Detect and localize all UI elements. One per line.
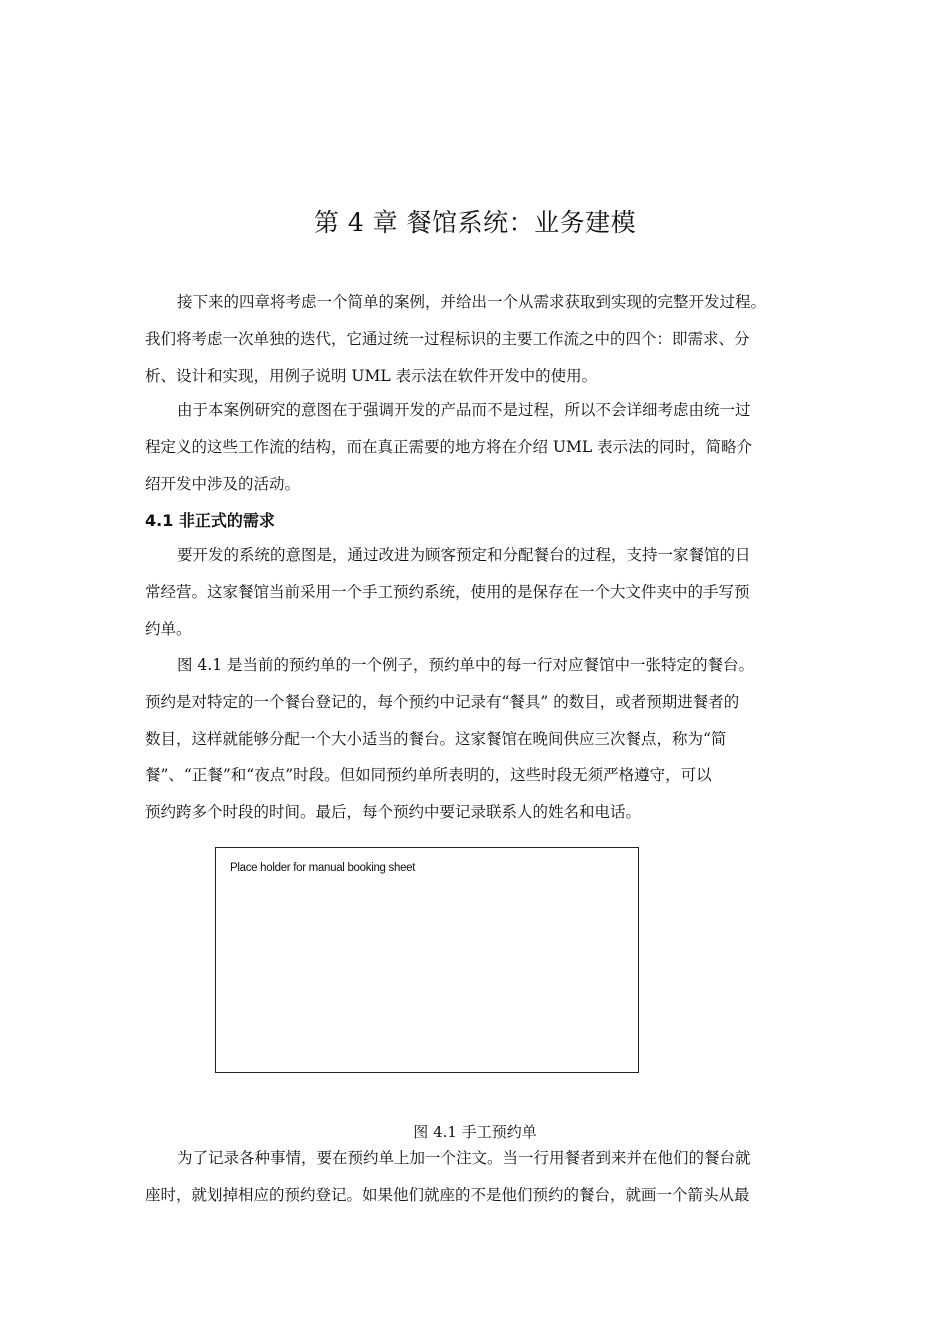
text-line: 预约跨多个时段的时间。最后，每个预约中要记录联系人的姓名和电话。: [145, 803, 642, 822]
text-line: 绍开发中涉及的活动。: [145, 474, 301, 493]
text-line: 为了记录各种事情，要在预约单上加一个注文。当一行用餐者到来并在他们的餐台就: [177, 1149, 751, 1167]
chapter-title: 第 4 章 餐馆系统：业务建模: [313, 208, 637, 237]
section-heading: 4.1 非正式的需求: [145, 511, 275, 530]
text-line: 预约是对特定的一个餐台登记的，每个预约中记录有“餐具” 的数目，或者预期进餐者的: [145, 692, 740, 711]
figure-placeholder-box: [215, 847, 639, 1073]
text-line: 我们将考虑一次单独的迭代，它通过统一过程标识的主要工作流之中的四个：即需求、分: [145, 329, 750, 348]
text-line: 由于本案例研究的意图在于强调开发的产品而不是过程，所以不会详细考虑由统一过: [177, 401, 751, 419]
text-line: 数目，这样就能够分配一个大小适当的餐台。这家餐馆在晚间供应三次餐点，称为“简: [145, 729, 727, 748]
section-paragraph-1: [145, 537, 810, 647]
text-line: 图 4.1 是当前的预约单的一个例子，预约单中的每一行对应餐馆中一张特定的餐台。: [177, 656, 755, 674]
text-line: 程定义的这些工作流的结构，而在真正需要的地方将在介绍 UML 表示法的同时，简略介: [145, 437, 753, 456]
intro-paragraph-2: [145, 392, 810, 502]
figure-caption: 图 4.1 手工预约单: [413, 1123, 537, 1141]
text-line: 接下来的四章将考虑一个简单的案例，并给出一个从需求获取到实现的完整开发过程。: [177, 293, 767, 311]
section-paragraph-3: [145, 1140, 810, 1214]
section-paragraph-2: [145, 647, 810, 831]
text-line: 座时，就划掉相应的预约登记。如果他们就座的不是他们预约的餐台，就画一个箭头从最: [145, 1185, 750, 1204]
text-line: 要开发的系统的意图是，通过改进为顾客预定和分配餐台的过程，支持一家餐馆的日: [177, 546, 751, 564]
text-line: 约单。: [145, 619, 192, 638]
text-line: 常经营。这家餐馆当前采用一个手工预约系统，使用的是保存在一个大文件夹中的手写预: [145, 582, 750, 601]
intro-paragraph-1: [145, 284, 810, 394]
text-line: 餐”、“正餐”和“夜点”时段。但如同预约单所表明的，这些时段无须严格遵守，可以: [145, 766, 712, 785]
figure-placeholder-text: Place holder for manual booking sheet: [230, 862, 416, 874]
text-line: 析、设计和实现，用例子说明 UML 表示法在软件开发中的使用。: [145, 366, 598, 385]
